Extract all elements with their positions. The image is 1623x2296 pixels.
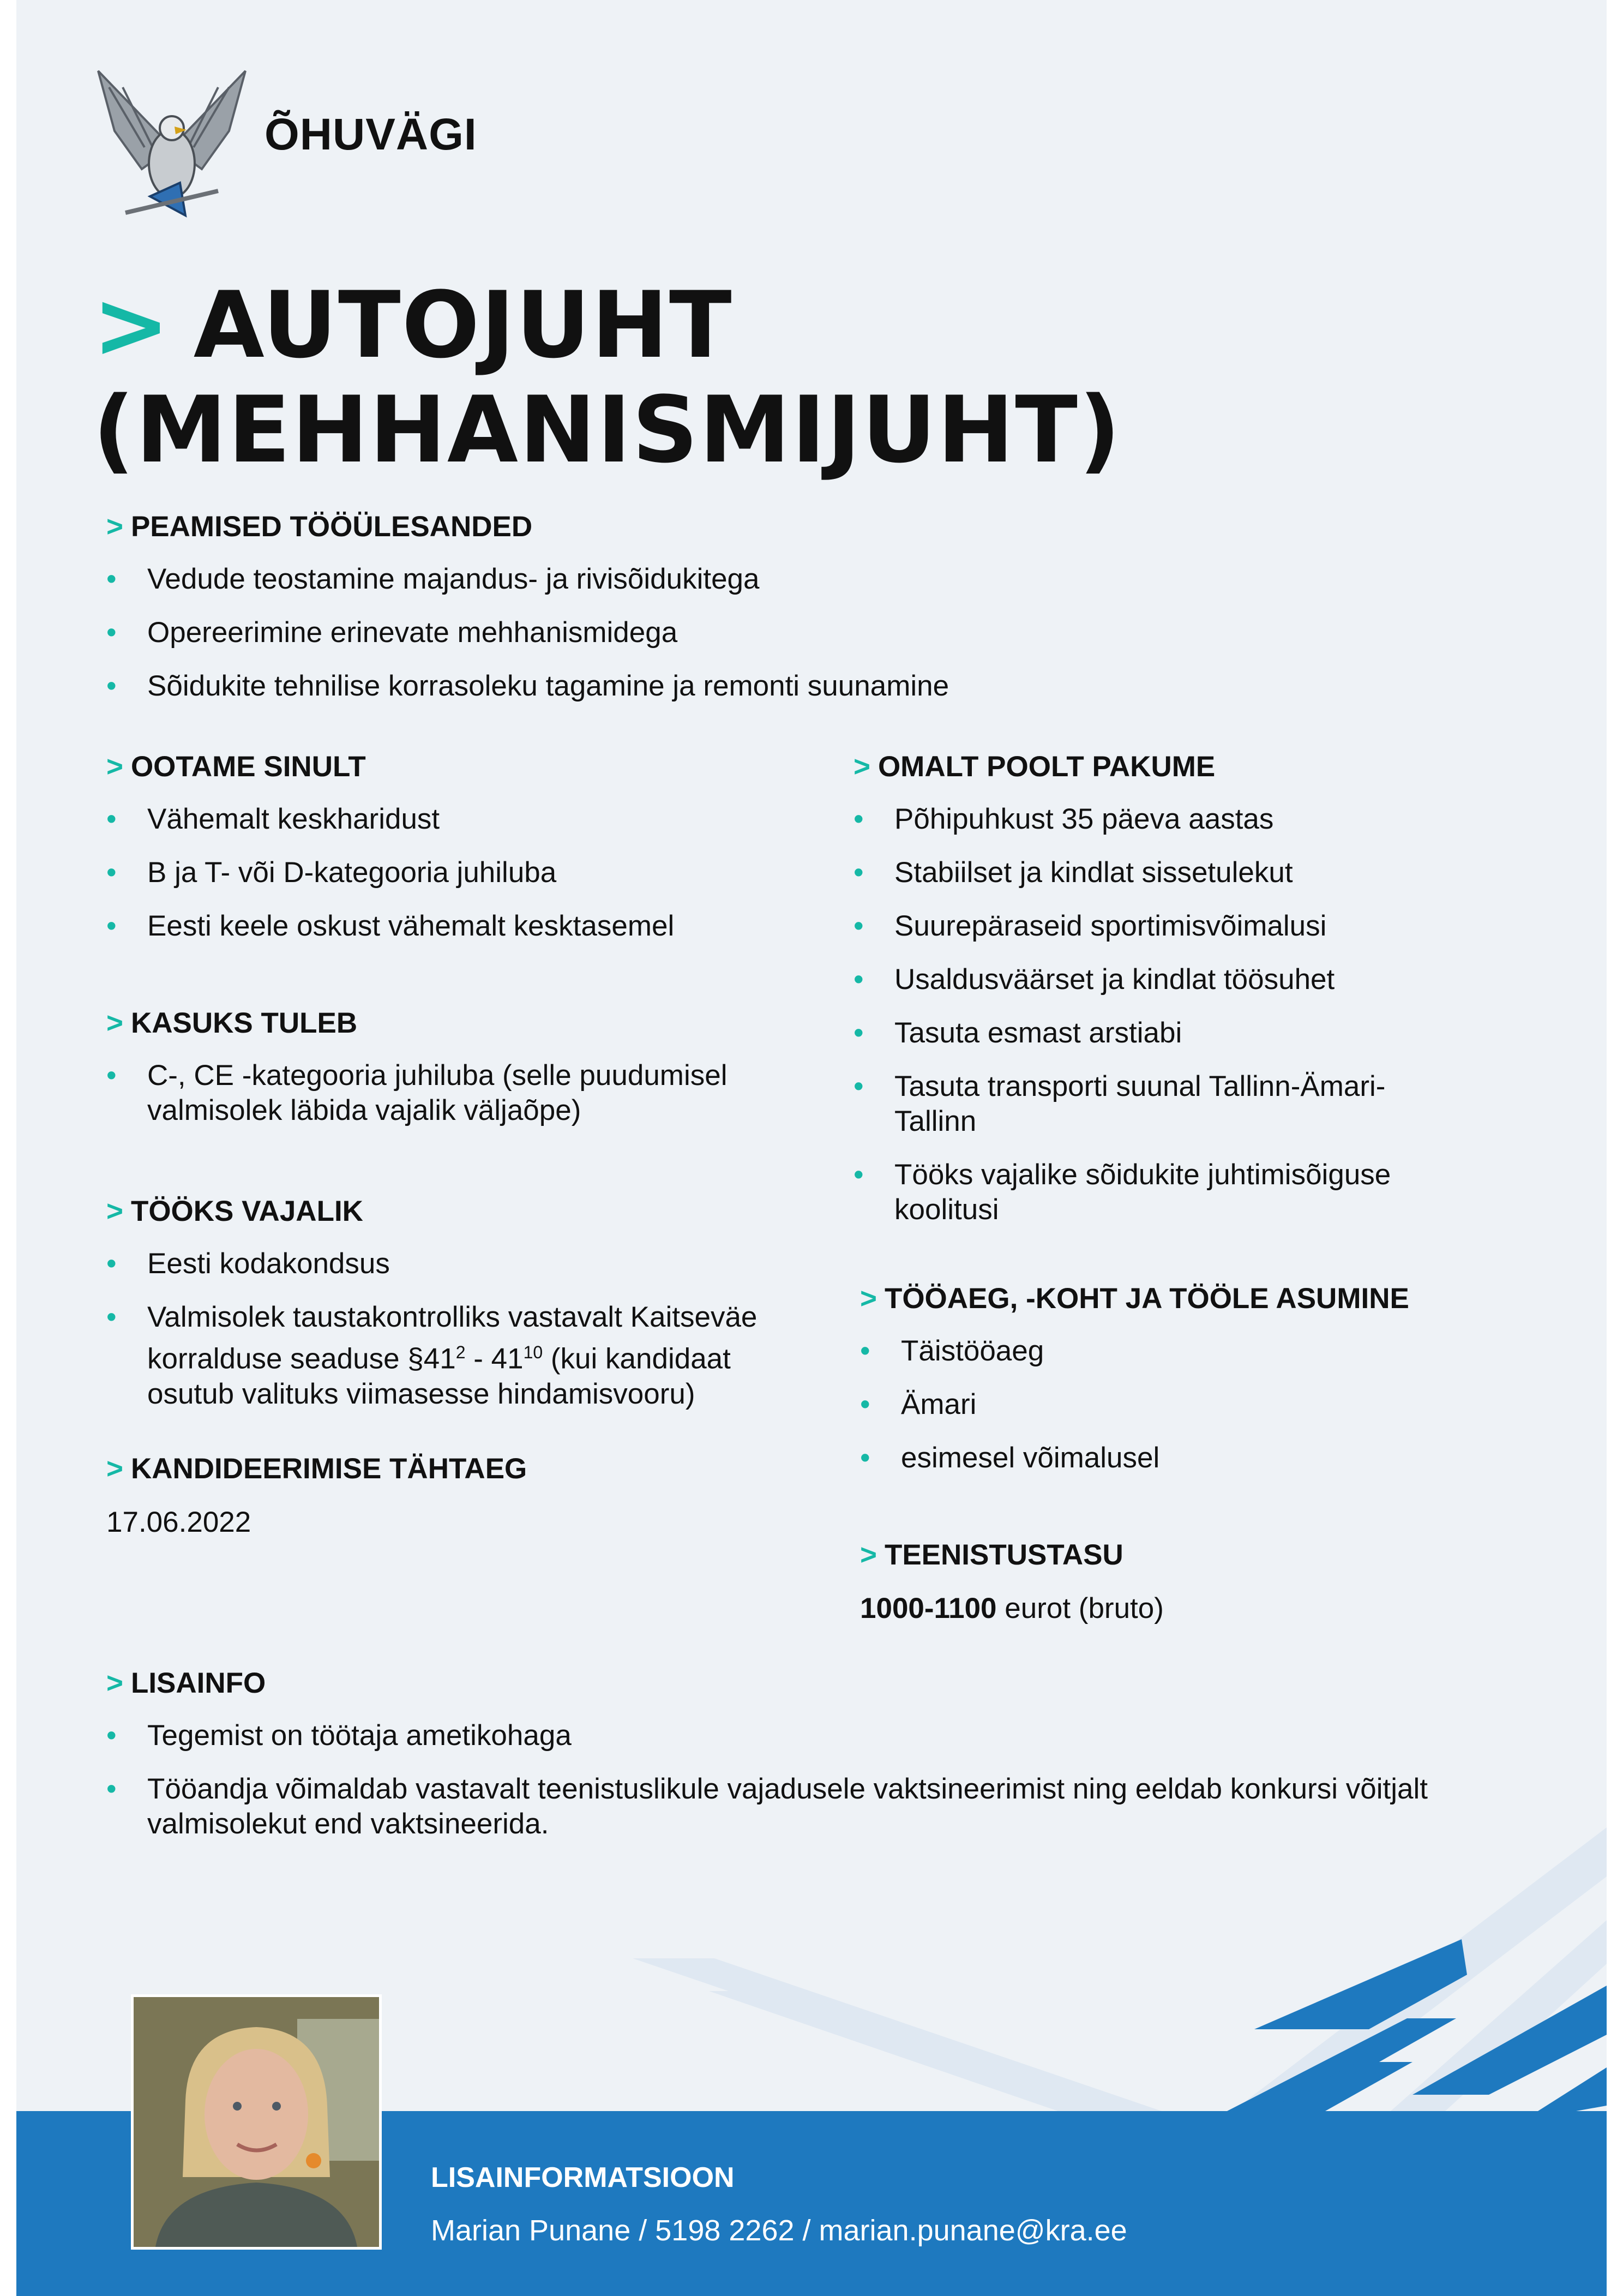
list-item: • Tööks vajalike sõidukite juhtimisõiguse koolitusi — [853, 1158, 1391, 1227]
section-heading-peamised: > PEAMISED TÖÖÜLESANDED — [106, 511, 533, 543]
list-item: • Eesti kodakondsus — [106, 1246, 390, 1281]
blue-stripes — [1227, 1939, 1607, 2111]
chevron-icon: > — [106, 511, 123, 543]
section-heading-pakume: > OMALT POOLT PAKUME — [853, 751, 1216, 783]
list-item: • Tööandja võimaldab vastavalt teenistuslikule vajadusele vaktsineerimist ning eeldab konkursi võitjalt valmisolekut end vaktsineerida. — [106, 1772, 1428, 1842]
chevron-icon: > — [853, 751, 870, 783]
contact-info: Marian Punane / 5198 2262 / marian.punane@kra.ee — [431, 2214, 1127, 2247]
list-item: • Põhipuhkust 35 päeva aastas — [853, 802, 1273, 837]
page-title — [93, 273, 1122, 482]
section-heading-vajalik: > TÖÖKS VAJALIK — [106, 1195, 363, 1227]
list-item: • Suurepäraseid sportimisvõimalusi — [853, 909, 1326, 944]
section-heading-kasuks: > KASUKS TULEB — [106, 1007, 358, 1039]
title-line-2: (MEHHANISMIJUHT) — [93, 376, 1122, 483]
chevron-icon: > — [106, 1453, 123, 1485]
list-item: • Stabiilset ja kindlat sissetulekut — [853, 855, 1293, 890]
chevron-icon: > — [106, 751, 123, 783]
section-heading-tasu: > TEENISTUSTASU — [860, 1539, 1123, 1571]
list-item: • Valmisolek taustakontrolliks vastavalt Kaitseväe korralduse seaduse $\S 41^2 - 41^{10}$ (kui kandidaat osutub valituks viimasesse hindamisvooru) — [106, 1300, 757, 1412]
chevron-icon: > — [106, 1667, 123, 1699]
section-heading-ootame: > OOTAME SINULT — [106, 751, 366, 783]
section-heading-tooaeg: > TÖÖAEG, -KOHT JA TÖÖLE ASUMINE — [860, 1282, 1409, 1315]
list-item: • Sõidukite tehnilise korrasoleku tagamine ja remonti suunamine — [106, 669, 949, 704]
title-line-1: > AUTOJUHT — [93, 272, 733, 379]
list-item: • Operеerimine erinevate mehhanismidega — [106, 615, 677, 650]
list-item: • esimesel võimalusel — [860, 1441, 1159, 1476]
salary: 1000-1100 eurot (bruto) — [860, 1592, 1164, 1624]
footer-title: LISAINFORMATSIOON — [431, 2162, 735, 2193]
list-item: • Tegemist on töötaja ametikohaga — [106, 1718, 572, 1753]
brand-name: ÕHUVÄGI — [265, 110, 477, 159]
chevron-icon: > — [860, 1539, 877, 1571]
list-item: • Täistööaeg — [860, 1334, 1044, 1369]
title-chevron-icon: > — [93, 272, 171, 379]
list-item: • Ämari — [860, 1387, 976, 1422]
chevron-icon: > — [106, 1007, 123, 1039]
list-item: • Tasuta transporti suunal Tallinn-Ämari- Tallinn — [853, 1069, 1385, 1139]
contact-person-photo — [131, 1994, 382, 2250]
list-item: • Eesti keele oskust vähemalt kesktasemel — [106, 909, 674, 944]
list-item: • Vedude teostamine majandus- ja rivisõidukitega — [106, 562, 760, 597]
list-item: • C-, CE -kategooria juhiluba (selle puudumisel valmisolek läbida vajalik väljaõpe) — [106, 1058, 727, 1128]
section-heading-lisainfo: > LISAINFO — [106, 1667, 266, 1699]
chevron-icon: > — [860, 1282, 877, 1315]
eagle-emblem-icon — [93, 65, 251, 224]
section-heading-tahtaeg: > KANDIDEERIMISE TÄHTAEG — [106, 1453, 527, 1485]
list-item: • Vähemalt keskharidust — [106, 802, 440, 837]
list-item: • Tasuta esmast arstiabi — [853, 1016, 1182, 1051]
list-item: • B ja T- või D-kategooria juhiluba — [106, 855, 556, 890]
chevron-icon: > — [106, 1195, 123, 1227]
job-poster — [16, 0, 1607, 2296]
person-silhouette-icon — [134, 1997, 379, 2247]
deadline-date: 17.06.2022 — [106, 1506, 251, 1538]
list-item: • Usaldusväärset ja kindlat töösuhet — [853, 962, 1335, 997]
